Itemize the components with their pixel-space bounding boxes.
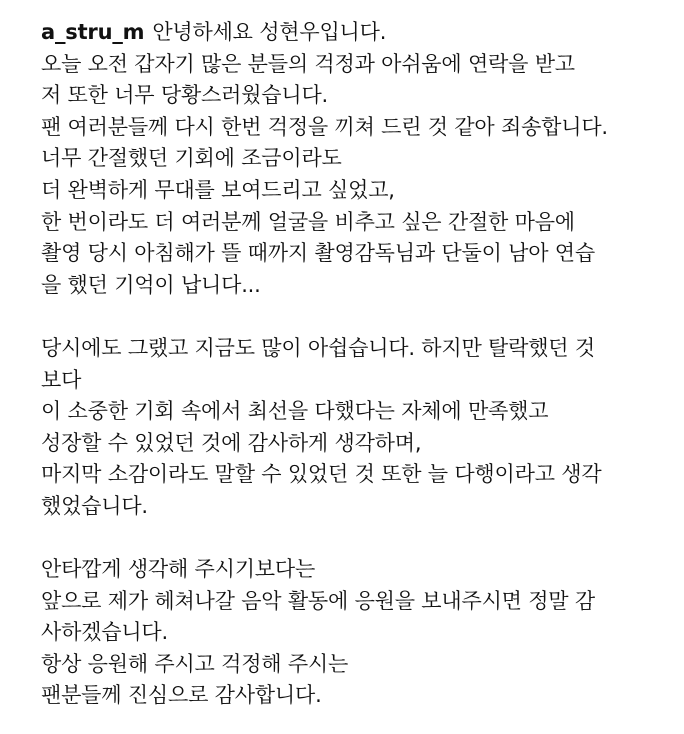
caption-greeting: 안녕하세요 성현우입니다. <box>152 20 387 44</box>
paragraph-2 <box>41 333 684 523</box>
caption-line: 더 완벽하게 무대를 보여드리고 싶었고, <box>41 177 395 202</box>
caption-line: 이 소중한 기회 속에서 최선을 다했다는 자체에 만족했고 <box>41 399 549 424</box>
paragraph-3 <box>41 554 684 712</box>
caption-line: 저 또한 너무 당황스러웠습니다. <box>41 83 329 108</box>
caption-line: 팬분들께 진심으로 감사합니다. <box>41 683 322 708</box>
caption-line: 오늘 오전 갑자기 많은 분들의 걱정과 아쉬움에 연락을 받고 <box>41 51 575 76</box>
caption-line: 보다 <box>41 367 82 392</box>
caption-line: 안타깝게 생각해 주시기보다는 <box>41 557 316 582</box>
paragraph-spacer <box>41 523 684 555</box>
caption-line: 항상 응원해 주시고 걱정해 주시는 <box>41 651 349 676</box>
caption-line: 팬 여러분들께 다시 한번 걱정을 끼쳐 드린 것 같아 죄송합니다. <box>41 114 608 139</box>
caption-line: 했었습니다. <box>41 493 148 518</box>
caption-line: 한 번이라도 더 여러분께 얼굴을 비추고 싶은 간절한 마음에 <box>41 209 575 234</box>
caption-line: 성장할 수 있었던 것에 감사하게 생각하며, <box>41 430 422 455</box>
caption-line: 당시에도 그랬고 지금도 많이 아쉽습니다. 하지만 탈락했던 것 <box>41 335 595 360</box>
caption-line: 너무 간절했던 기회에 조금이라도 <box>41 146 342 171</box>
username-link[interactable]: a_stru_m <box>41 20 145 44</box>
paragraph-spacer <box>41 301 684 333</box>
caption-line: 을 했던 기억이 납니다... <box>41 272 261 297</box>
caption-line: 촬영 당시 아침해가 뜰 때까지 촬영감독님과 단둘이 남아 연습 <box>41 241 595 266</box>
caption-first-line <box>41 17 684 49</box>
caption-line: 앞으로 제가 헤쳐나갈 음악 활동에 응원을 보내주시면 정말 감 <box>41 588 595 613</box>
caption-line: 사하겠습니다. <box>41 620 168 645</box>
paragraph-1 <box>41 49 684 302</box>
caption-line: 마지막 소감이라도 말할 수 있었던 것 또한 늘 다행이라고 생각 <box>41 462 602 487</box>
